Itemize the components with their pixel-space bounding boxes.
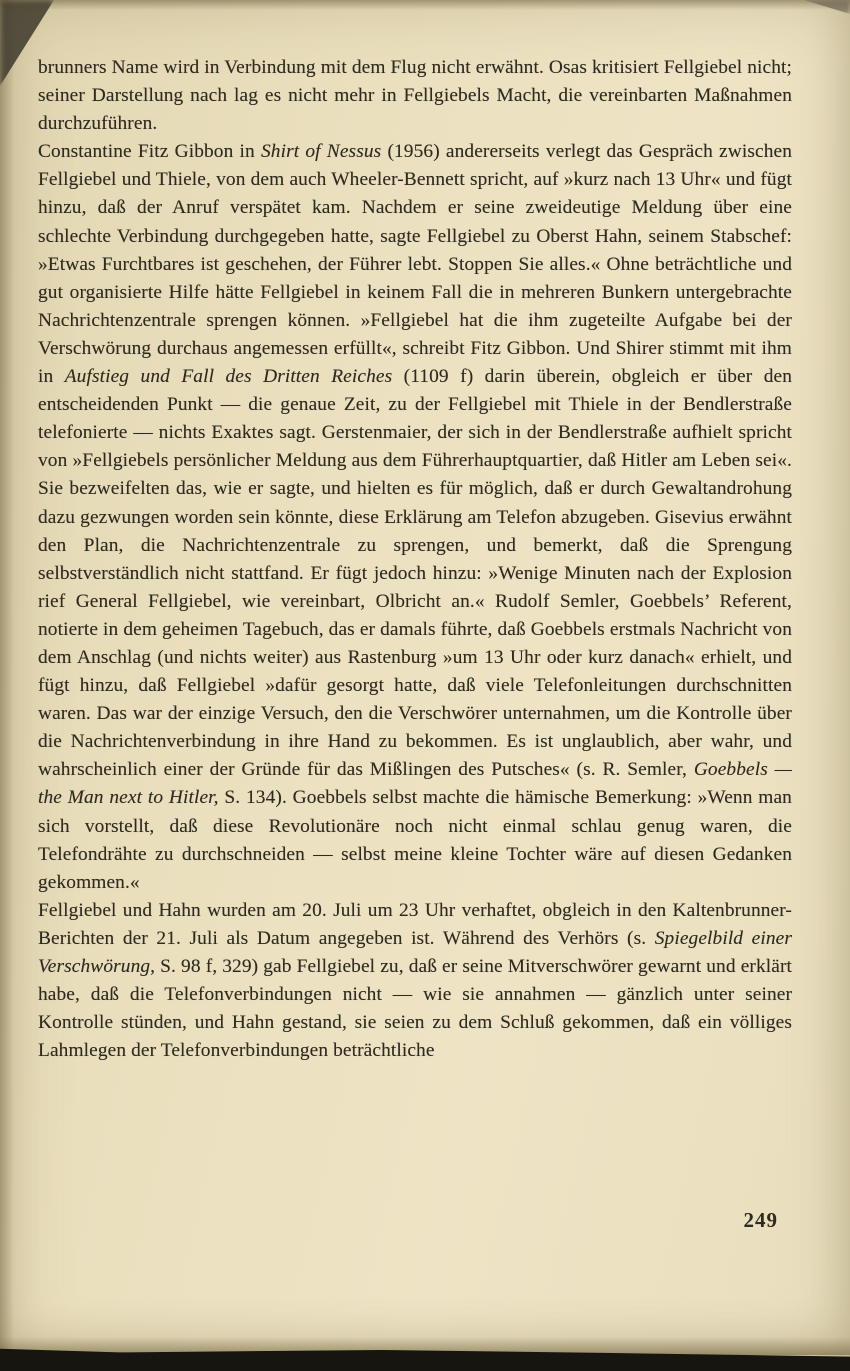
text-run: Constantine Fitz Gibbon in — [38, 141, 261, 163]
text-run: (1109 f) darin überein, obgleich er über den entscheidenden Punkt — die genaue Zeit, zu der Fellgiebel mit Thiele in der Bendlerstraße telefonierte — nichts Exaktes sagt. Gerstenmaier, der sich in der Bendlerstraße aufhielt spricht von »Fellgiebels persönlicher Meldung aus dem Führerhauptquartier, daß Hitler am Leben sei«. Sie bezweifelten das, wie er sagte, und hielten es für möglich, daß er durch Gewaltandrohung dazu gezwungen worden sein könnte, diese Erklärung am Telefon abzugeben. Gisevius erwähnt den Plan, die Nachrichtenzentrale zu sprengen, und bemerkt, daß die Sprengung selbstverständlich nicht stattfand. Er fügt jedoch hinzu: »Wenige Minuten nach der Explosion rief General Fellgiebel, wie vereinbart, Olbricht an.« Rudolf Semler, Goebbels’ Referent, notierte in dem geheimen Tagebuch, das er damals führte, daß Goebbels erstmals Nachricht von dem Anschlag (und nichts weiter) aus Rastenburg »um 13 Uhr oder kurz danach« erhielt, und fügt hinzu, daß Fellgiebel »dafür gesorgt hatte, daß viele Telefonleitungen durchschnitten waren. Das war der einzige Versuch, den die Verschwörer unternahmen, um die Kontrolle über die Nachrichtenverbindung in ihre Hand zu bekommen. Es ist unglaublich, aber wahr, und wahrscheinlich einer der Gründe für das Mißlingen des Putsches« (s. R. Semler, — [38, 366, 792, 781]
paragraph — [38, 897, 792, 1066]
scan-shadow-top-edge — [0, 0, 850, 10]
italic-text-run: Shirt of Nessus — [261, 141, 382, 163]
text-block — [38, 54, 792, 1065]
text-run: S. 134). Goebbels selbst machte die hämische Bemerkung: »Wenn man sich vorstellt, daß diese Revolutionäre noch nicht einmal schlau genug waren, die Telefondrähte zu durchschneiden — selbst meine kleine Tochter wäre auf diesen Gedanken gekommen.« — [38, 787, 792, 893]
page-number: 249 — [743, 1208, 778, 1232]
scan-shadow-left-edge — [0, 0, 14, 1371]
italic-text-run: Aufstieg und Fall des Dritten Reiches — [64, 366, 393, 388]
italic-text-run: Spiegelbild einer Verschwörung, — [38, 927, 792, 977]
text-run: S. 98 f, 329) gab Fellgiebel zu, daß er seine Mitverschwörer gewarnt und erklärt habe, daß die Telefonverbindungen nicht — wie sie annahmen — gänzlich unter seiner Kontrolle stünden, und Hahn gestand, sie seien zu dem Schluß gekommen, daß ein völliges Lahmlegen der Telefonverbindungen beträchtliche — [38, 956, 792, 1062]
text-run: (1956) andererseits verlegt das Gespräch zwischen Fellgiebel und Thiele, von dem auch Wheeler-Bennett spricht, auf »kurz nach 13 Uhr« und fügt hinzu, daß der Anruf verspätet kam. Nachdem er seine zweideutige Meldung über eine schlechte Verbindung durchgegeben hatte, sagte Fellgiebel zu Oberst Hahn, seinem Stabschef: »Etwas Furchtbares ist geschehen, der Führer lebt. Stoppen Sie alles.« Ohne beträchtliche und gut organisierte Hilfe hätte Fellgiebel in keinem Fall die in mehreren Bunkern untergebrachte Nachrichtenzentrale sprengen können. »Fellgiebel hat die ihm zugeteilte Aufgabe bei der Verschwörung durchaus angemessen erfüllt«, schreibt Fitz Gibbon. Und Shirer stimmt mit ihm in — [38, 141, 792, 388]
text-run: brunners Name wird in Verbindung mit dem Flug nicht erwähnt. Osas kritisiert Fellgiebel nicht; seiner Darstellung nach lag es nicht mehr in Fellgiebels Macht, die vereinbarten Maßnahmen durchzuführen. — [38, 57, 792, 135]
italic-text-run: Goebbels — the Man next to Hitler, — [38, 759, 793, 809]
text-run: Fellgiebel und Hahn wurden am 20. Juli um 23 Uhr verhaftet, obgleich in den Kaltenbrunner-Berichten der 21. Juli als Datum angegeben ist. Während des Verhörs (s. — [38, 899, 792, 949]
paragraph — [38, 138, 792, 897]
paragraph — [38, 54, 792, 138]
